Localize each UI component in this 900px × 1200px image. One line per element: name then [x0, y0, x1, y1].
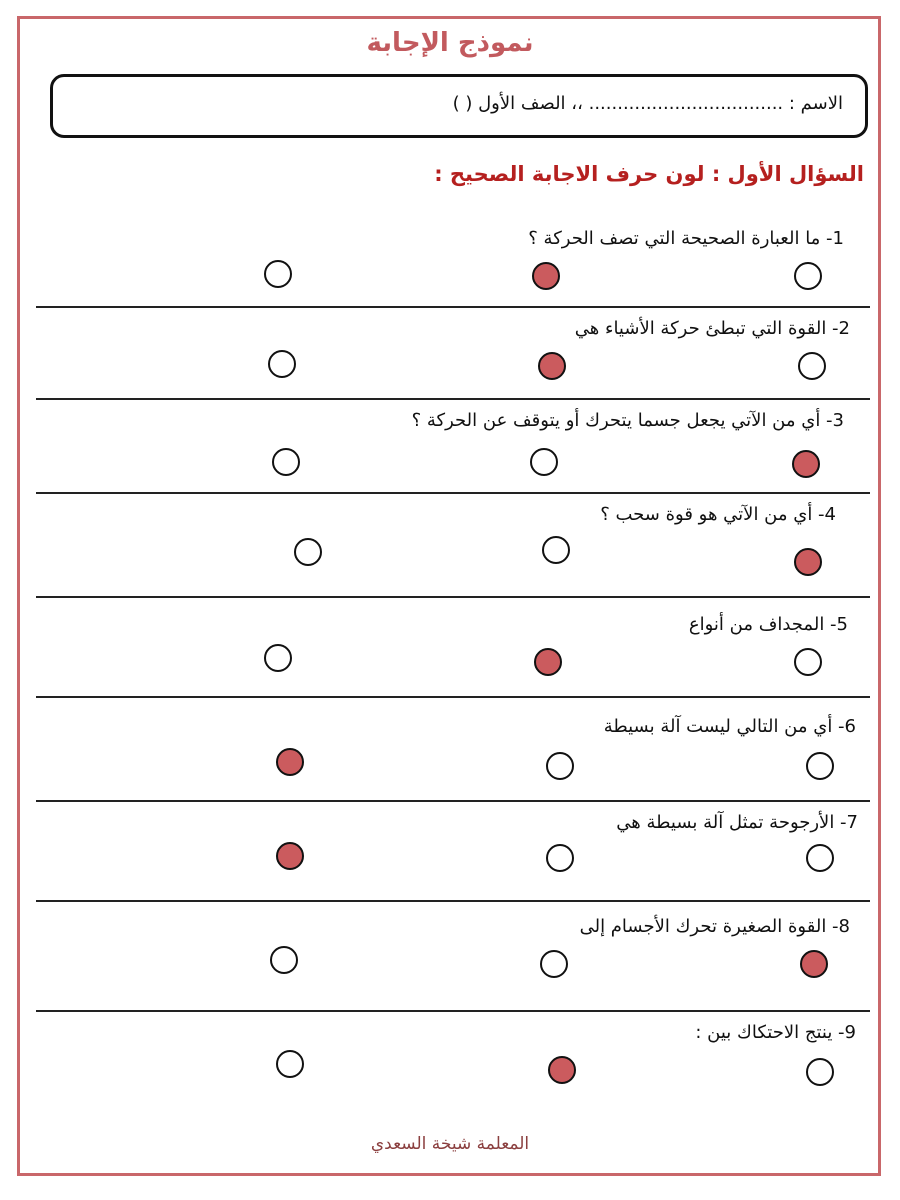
q4-option-b-circle[interactable]: [542, 536, 570, 564]
q1-option-c-circle[interactable]: [264, 260, 292, 288]
name-class-line: الاسم : .................................. ،، الصف الأول ( ): [452, 93, 843, 114]
section-title: السؤال الأول : لون حرف الاجابة الصحيح :: [434, 162, 864, 186]
divider-8: [36, 1010, 870, 1012]
question-1-text: 1- ما العبارة الصحيحة التي تصف الحركة ؟: [528, 228, 844, 249]
divider-2: [36, 398, 870, 400]
q8-option-b-circle[interactable]: [540, 950, 568, 978]
teacher-signature: المعلمة شيخة السعدي: [370, 1134, 530, 1154]
q9-option-c-circle[interactable]: [276, 1050, 304, 1078]
q7-option-b-circle[interactable]: [546, 844, 574, 872]
q2-option-c-circle[interactable]: [268, 350, 296, 378]
q4-option-c-circle[interactable]: [294, 538, 322, 566]
q2-option-b-circle[interactable]: [538, 352, 566, 380]
page-title: نموذج الإجابة: [366, 28, 534, 58]
q3-option-a-circle[interactable]: [792, 450, 820, 478]
question-3-text: 3- أي من الآتي يجعل جسما يتحرك أو يتوقف عن الحركة ؟: [411, 410, 844, 431]
q1-option-a-circle[interactable]: [794, 262, 822, 290]
question-2-text: 2- القوة التي تبطئ حركة الأشياء هي: [574, 318, 850, 339]
name-box: [50, 74, 868, 138]
q3-option-b-circle[interactable]: [530, 448, 558, 476]
question-4-text: 4- أي من الآتي هو قوة سحب ؟: [600, 504, 836, 525]
question-5-text: 5- المجداف من أنواع: [688, 614, 848, 635]
divider-7: [36, 900, 870, 902]
q5-option-c-circle[interactable]: [264, 644, 292, 672]
q2-option-a-circle[interactable]: [798, 352, 826, 380]
q7-option-a-circle[interactable]: [806, 844, 834, 872]
q1-option-b-circle[interactable]: [532, 262, 560, 290]
divider-1: [36, 306, 870, 308]
q5-option-b-circle[interactable]: [534, 648, 562, 676]
question-6-text: 6- أي من التالي ليست آلة بسيطة: [603, 716, 856, 737]
q7-option-c-circle[interactable]: [276, 842, 304, 870]
question-7-text: 7- الأرجوحة تمثل آلة بسيطة هي: [616, 812, 858, 833]
question-9-text: 9- ينتج الاحتكاك بين :: [695, 1022, 856, 1043]
question-8-text: 8- القوة الصغيرة تحرك الأجسام إلى: [579, 916, 850, 937]
q3-option-c-circle[interactable]: [272, 448, 300, 476]
q8-option-a-circle[interactable]: [800, 950, 828, 978]
q8-option-c-circle[interactable]: [270, 946, 298, 974]
q9-option-a-circle[interactable]: [806, 1058, 834, 1086]
q6-option-a-circle[interactable]: [806, 752, 834, 780]
divider-4: [36, 596, 870, 598]
q6-option-b-circle[interactable]: [546, 752, 574, 780]
divider-6: [36, 800, 870, 802]
q4-option-a-circle[interactable]: [794, 548, 822, 576]
divider-3: [36, 492, 870, 494]
q5-option-a-circle[interactable]: [794, 648, 822, 676]
divider-5: [36, 696, 870, 698]
q6-option-c-circle[interactable]: [276, 748, 304, 776]
q9-option-b-circle[interactable]: [548, 1056, 576, 1084]
